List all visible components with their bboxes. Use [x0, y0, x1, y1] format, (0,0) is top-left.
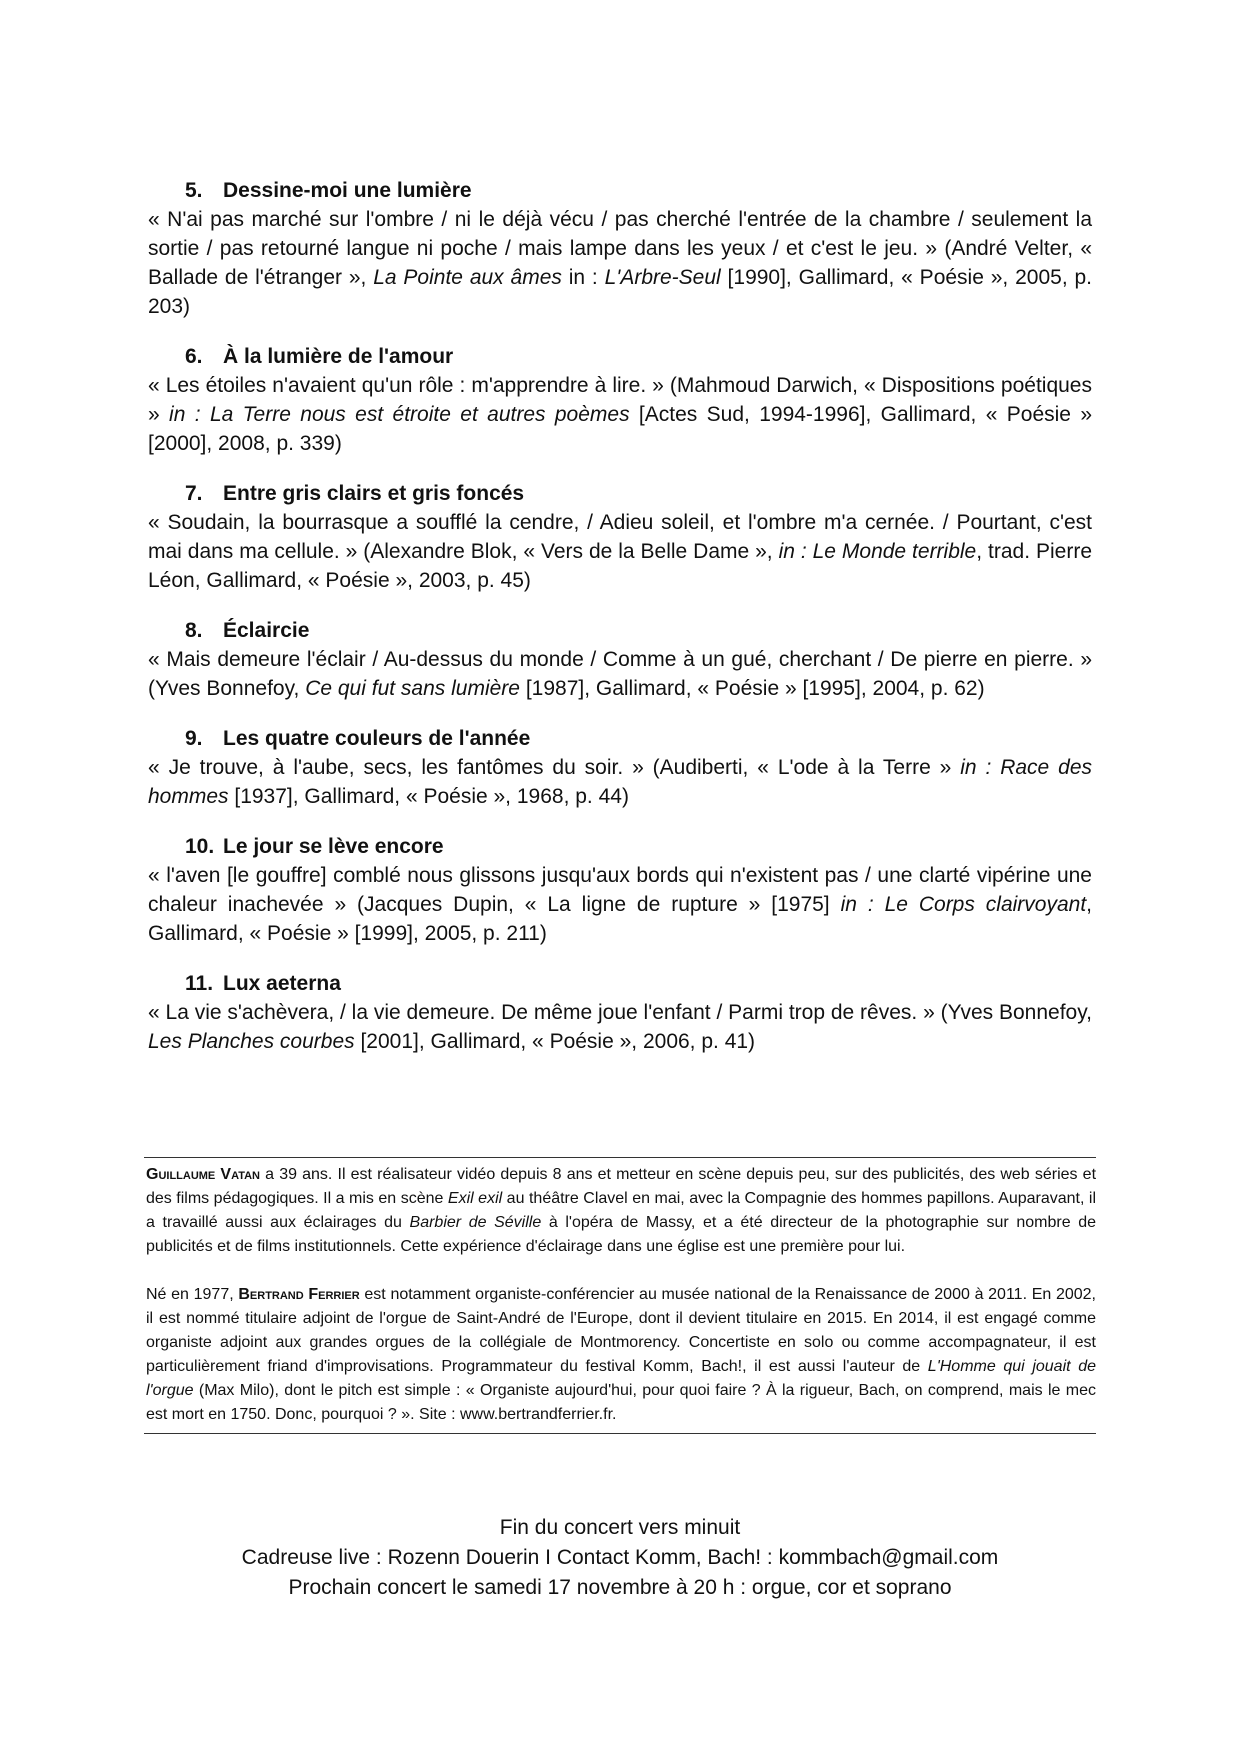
- program-item: [148, 832, 1092, 948]
- item-heading: [148, 342, 1092, 371]
- item-heading: [148, 616, 1092, 645]
- italic-title: Barbier de Séville: [409, 1214, 542, 1231]
- item-quote: « Les étoiles n'avaient qu'un rôle : m'apprendre à lire. » (Mahmoud Darwich, « Dispositions poétiques » in : La Terre nous est étroite et autres poèmes [Actes Sud, 1994-1996], Gallimard, « Poésie » [2000], 2008, p. 339): [148, 374, 1093, 455]
- item-title: Lux aeterna: [223, 972, 341, 995]
- program-item: [148, 479, 1092, 595]
- item-title: À la lumière de l'amour: [223, 345, 454, 368]
- item-title: Dessine-moi une lumière: [223, 179, 472, 202]
- item-number: 10.: [185, 835, 215, 858]
- program-item: [148, 724, 1092, 811]
- item-title: Entre gris clairs et gris foncés: [223, 482, 525, 505]
- italic-title: in : Le Corps clairvoyant: [840, 893, 1087, 916]
- person-name: Bertrand Ferrier: [238, 1286, 360, 1303]
- person-name: Guillaume Vatan: [146, 1166, 261, 1183]
- item-heading: [148, 479, 1092, 508]
- item-number: 8.: [185, 619, 203, 642]
- item-heading: [148, 176, 1092, 205]
- program-item: [148, 342, 1092, 458]
- item-quote: « l'aven [le gouffre] comblé nous glissons jusqu'aux bords qui n'existent pas / une clarté vipérine une chaleur inachevée » (Jacques Dupin, « La ligne de rupture » [1975] in : Le Corps clairvoyant, Gallimard, « Poésie » [1999], 2005, p. 211): [148, 864, 1092, 945]
- item-heading: [148, 724, 1092, 753]
- italic-title: Ce qui fut sans lumière: [305, 677, 520, 700]
- item-quote: « La vie s'achèvera, / la vie demeure. De même joue l'enfant / Parmi trop de rêves. » (Yves Bonnefoy, Les Planches courbes [2001], Gallimard, « Poésie », 2006, p. 41): [148, 1001, 1092, 1053]
- item-number: 6.: [185, 345, 203, 368]
- italic-title: in : La Terre nous est étroite et autres poèmes: [169, 403, 630, 426]
- italic-title: in : Le Monde terrible: [778, 540, 977, 563]
- footer-next-concert: Prochain concert le samedi 17 novembre à 20 h : orgue, cor et soprano: [288, 1576, 952, 1599]
- footer-end-time: Fin du concert vers minuit: [499, 1516, 741, 1539]
- item-number: 11.: [185, 972, 214, 995]
- item-title: Les quatre couleurs de l'année: [223, 727, 531, 750]
- footer: [0, 1513, 1240, 1603]
- bio-bertrand-ferrier: Né en 1977, Bertrand Ferrier est notamment organiste-conférencier au musée national de la Renaissance de 2000 à 2011. En 2002, il est nommé titulaire adjoint de l'orgue de Saint-André de l'Europe, dont il devient titulaire en 2015. En 2014, il est engagé comme organiste adjoint aux grandes orgues de la collégiale de Montmorency. Concertiste en solo ou comme accompagnateur, il est particulièrement friand d'improvisations. Programmateur du festival Komm, Bach!, il est aussi l'auteur de L'Homme qui jouait de l'orgue (Max Milo), dont le pitch est simple : « Organiste aujourd'hui, pour quoi faire ? À la rigueur, Bach, on comprend, mais le mec est mort en 1750. Donc, pourquoi ? ». Site : www.bertrandferrier.fr.: [146, 1286, 1096, 1423]
- item-number: 7.: [185, 482, 203, 505]
- italic-title: Exil exil: [447, 1190, 503, 1207]
- program-item: [148, 969, 1092, 1056]
- item-title: Éclaircie: [223, 619, 310, 642]
- item-quote: « Je trouve, à l'aube, secs, les fantômes du soir. » (Audiberti, « L'ode à la Terre » in : Race des hommes [1937], Gallimard, « Poésie », 1968, p. 44): [148, 756, 1092, 808]
- biographies-box: [144, 1157, 1096, 1434]
- item-number: 9.: [185, 727, 203, 750]
- item-number: 5.: [185, 179, 203, 202]
- program-item: [148, 616, 1092, 703]
- item-heading: [148, 832, 1092, 861]
- italic-title: L'Homme qui jouait de l'orgue: [146, 1358, 1096, 1399]
- item-heading: [148, 969, 1092, 998]
- item-quote: « N'ai pas marché sur l'ombre / ni le déjà vécu / pas cherché l'entrée de la chambre / seulement la sortie / pas retourné langue ni poche / mais lampe dans les yeux / et c'est le jeu. » (André Velter, « Ballade de l'étranger », La Pointe aux âmes in : L'Arbre-Seul [1990], Gallimard, « Poésie », 2005, p. 203): [148, 208, 1093, 318]
- program-list: [148, 176, 1092, 1077]
- italic-title: in : Race des hommes: [148, 756, 1092, 808]
- italic-title: L'Arbre-Seul: [604, 266, 721, 289]
- footer-contact: Cadreuse live : Rozenn Douerin I Contact Komm, Bach! : kommbach@gmail.com: [241, 1546, 999, 1569]
- italic-title: Les Planches courbes: [148, 1030, 355, 1053]
- bio-guillaume-vatan: Guillaume Vatan a 39 ans. Il est réalisateur vidéo depuis 8 ans et metteur en scène depuis peu, sur des publicités, des web séries et des films pédagogiques. Il a mis en scène Exil exil au théâtre Clavel en mai, avec la Compagnie des hommes papillons. Auparavant, il a travaillé aussi aux éclairages du Barbier de Séville à l'opéra de Massy, et a été directeur de la photographie sur nombre de publicités et de films institutionnels. Cette expérience d'éclairage dans une église est une première pour lui.: [146, 1166, 1097, 1255]
- italic-title: La Pointe aux âmes: [373, 266, 562, 289]
- item-quote: « Soudain, la bourrasque a soufflé la cendre, / Adieu soleil, et l'ombre m'a cernée. / Pourtant, c'est mai dans ma cellule. » (Alexandre Blok, « Vers de la Belle Dame », in : Le Monde terrible, trad. Pierre Léon, Gallimard, « Poésie », 2003, p. 45): [148, 511, 1092, 592]
- program-item: [148, 176, 1092, 321]
- item-title: Le jour se lève encore: [223, 835, 444, 858]
- item-quote: « Mais demeure l'éclair / Au-dessus du monde / Comme à un gué, cherchant / De pierre en pierre. » (Yves Bonnefoy, Ce qui fut sans lumière [1987], Gallimard, « Poésie » [1995], 2004, p. 62): [148, 648, 1092, 700]
